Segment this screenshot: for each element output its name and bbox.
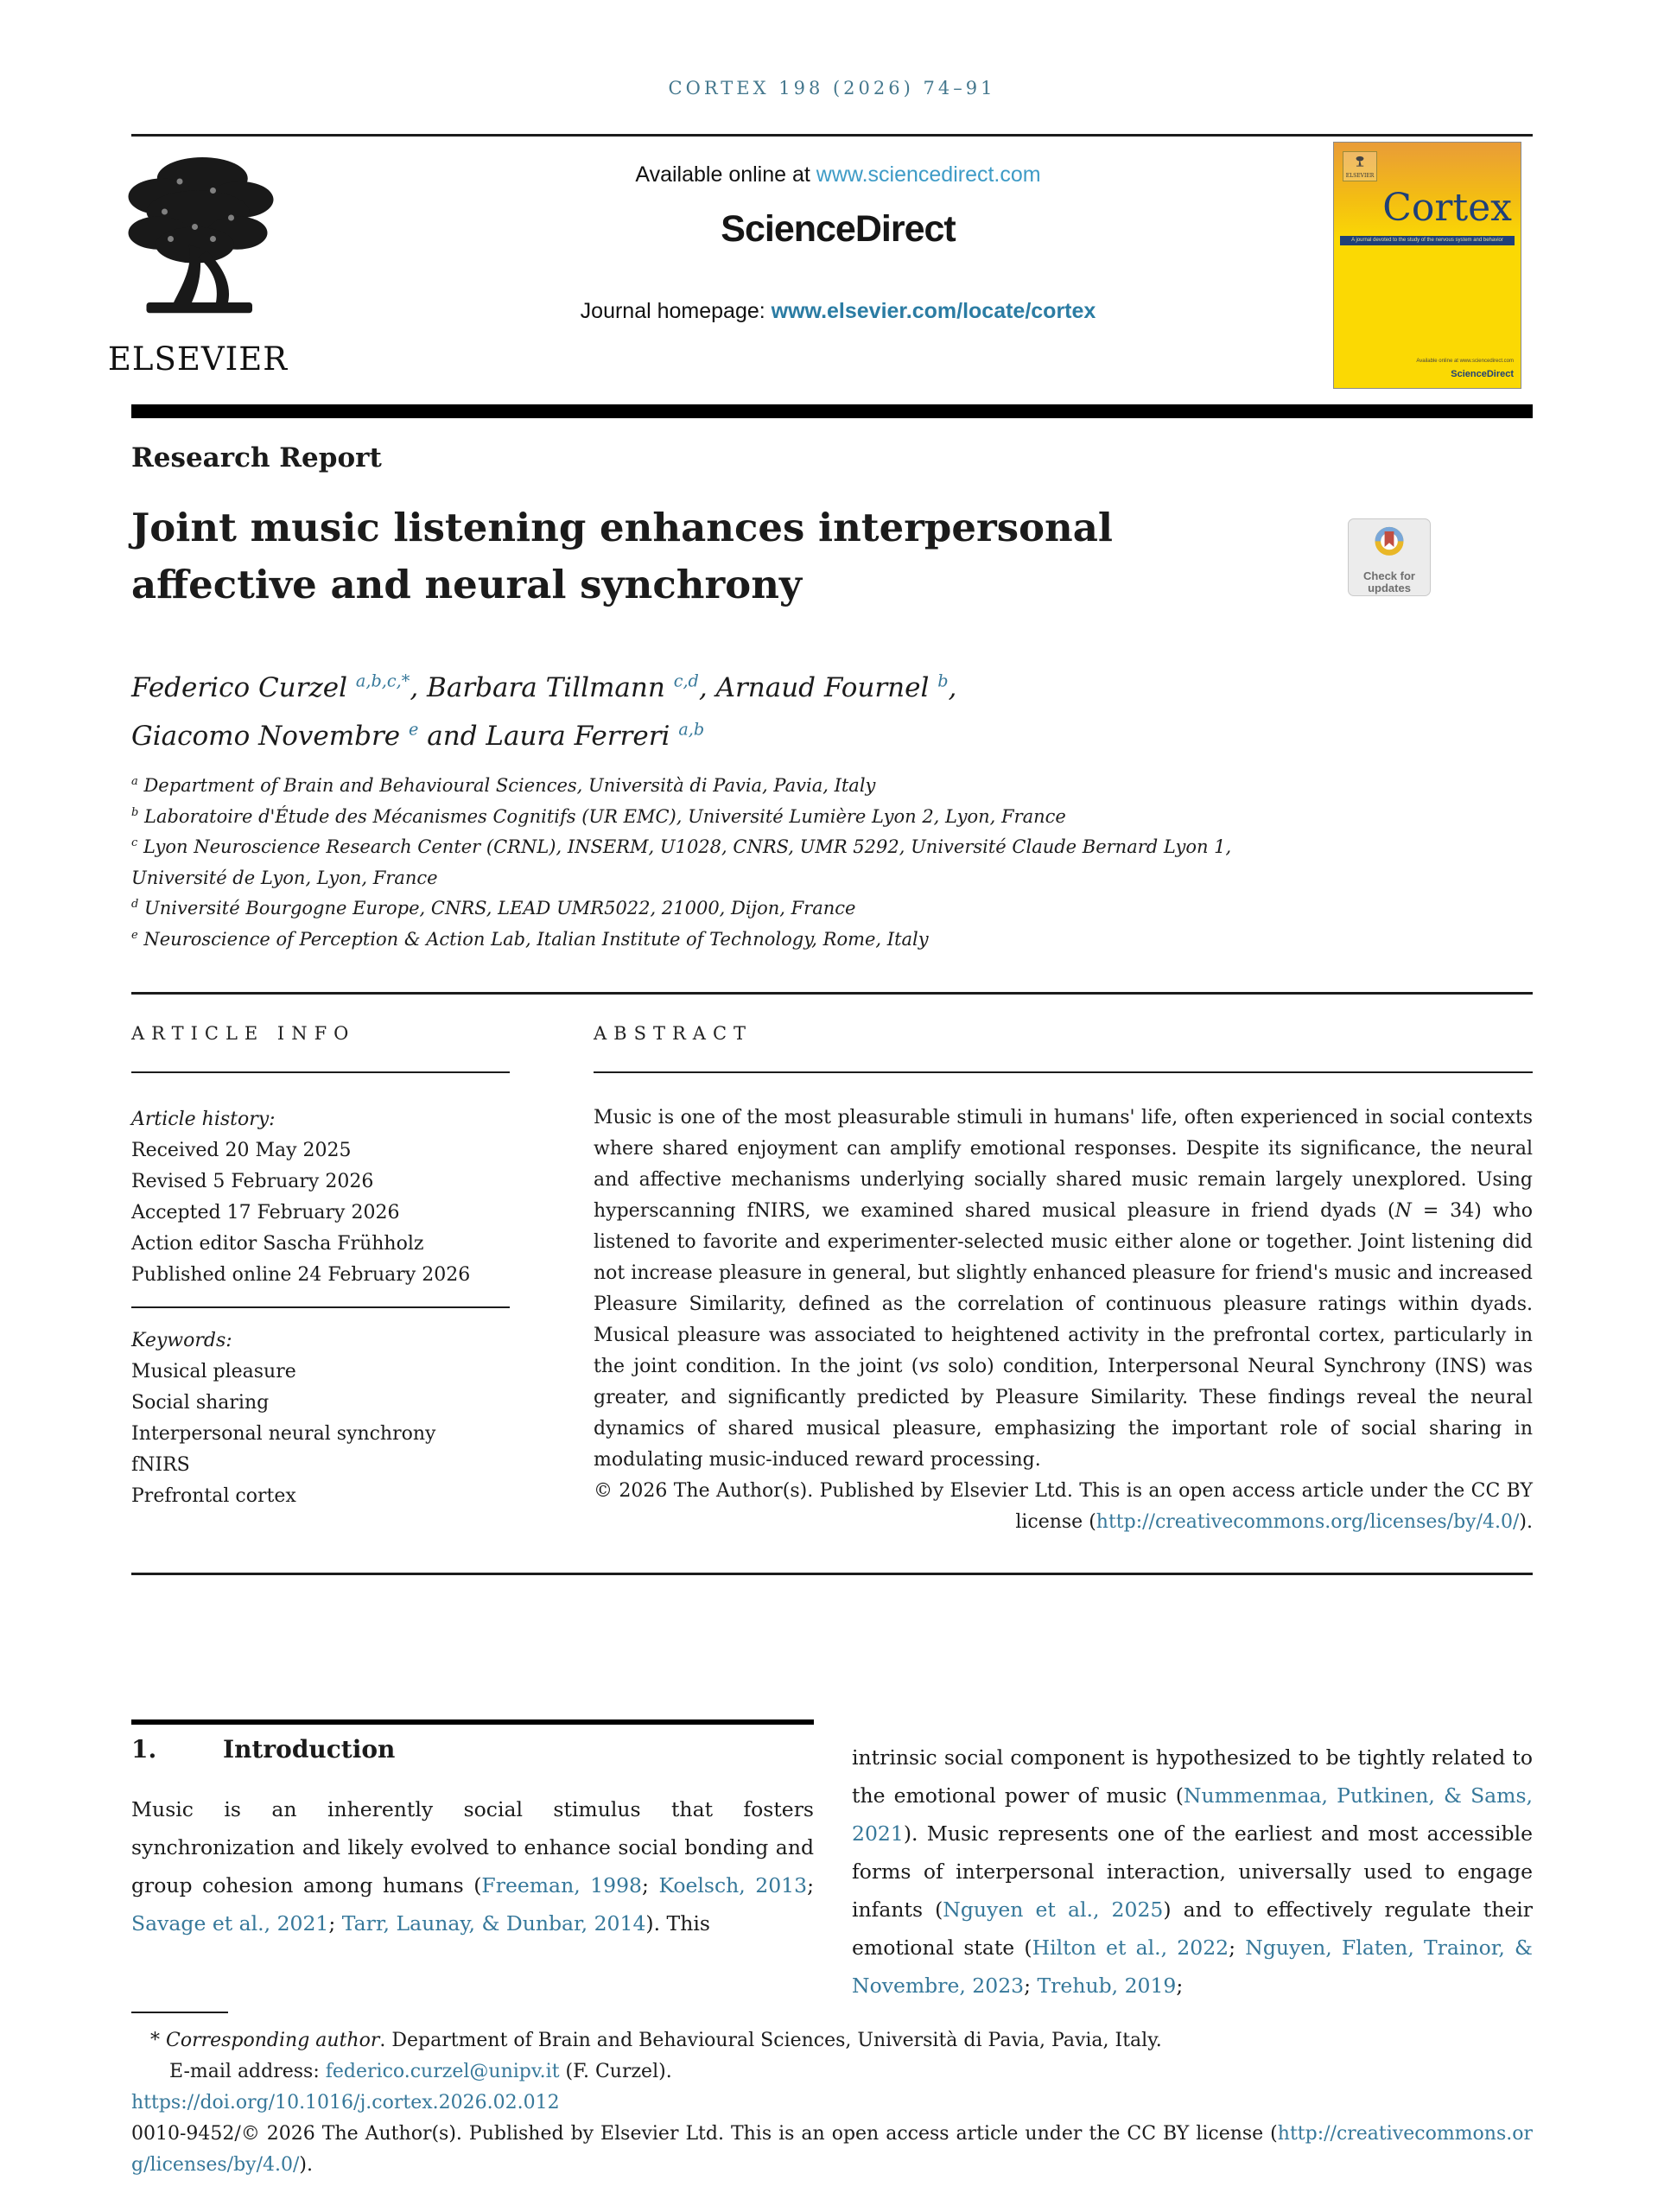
text-segment: ). This <box>645 1911 710 1936</box>
text-segment: d <box>131 898 139 911</box>
text-segment: Music is an inherently social stimulus that fosters synchronization and likely evolved to enhance social bonding and group cohesion among humans ( <box>131 1797 814 1897</box>
inline-link[interactable]: Tarr, Launay, & Dunbar, 2014 <box>341 1911 646 1936</box>
inline-link[interactable]: federico.curzel@unipv.it <box>325 2061 560 2082</box>
badge-label-line2: updates <box>1368 582 1411 594</box>
abstract-block <box>594 1103 1533 1538</box>
text-segment: ; <box>1024 1974 1038 1998</box>
affiliation-line <box>131 802 1231 833</box>
text-segment: ; <box>642 1873 659 1897</box>
text-segment: © 2026 The Author(s). Published by Elsevier Ltd. This is an open access article under the CC BY license ( <box>594 1480 1533 1533</box>
author-line-2 <box>131 712 956 760</box>
text-segment: , <box>948 672 957 703</box>
text-segment: solo) condition, Interpersonal Neural Synchrony (INS) was greater, and significantly predicted by Pleasure Similarity. These findings reveal the neural dynamics of shared musical pleasure, emphasizing the important role of social sharing in modulating music-induced reward processing. <box>594 1356 1533 1471</box>
article-info-heading: ARTICLE INFO <box>131 1023 356 1044</box>
text-segment: intrinsic social component is hypothesized to be tightly related to the emotional power of music ( <box>852 1745 1533 1808</box>
cover-elsevier-mark <box>1343 151 1377 181</box>
introduction-heading-rule <box>131 1719 814 1725</box>
author-line-1 <box>131 664 956 712</box>
text-segment: ). <box>299 2154 313 2176</box>
article-title-line1: Joint music listening enhances interpersonal <box>131 505 1114 550</box>
text-segment: (F. Curzel). <box>559 2061 672 2082</box>
history-item: Accepted 17 February 2026 <box>131 1202 400 1224</box>
info-abstract-top-rule <box>131 992 1533 995</box>
footnote-block <box>131 2025 1533 2181</box>
affiliation-line <box>131 925 1231 956</box>
text-segment: . Department of Brain and Behavioural Sciences, Università di Pavia, Pavia, Italy. <box>379 2030 1162 2051</box>
affiliation-line <box>131 771 1231 802</box>
article-history-block <box>131 1104 529 1291</box>
badge-label-line1: Check for <box>1363 569 1415 582</box>
email-address-line <box>131 2056 1533 2088</box>
elsevier-logo <box>85 145 311 378</box>
history-item: Received 20 May 2025 <box>131 1140 352 1161</box>
available-online-line <box>449 162 1227 188</box>
text-segment: 0010-9452/© 2026 The Author(s). Published by Elsevier Ltd. This is an open access article under the CC BY license ( <box>131 2123 1278 2145</box>
abstract-text <box>594 1103 1533 1476</box>
text-segment: ; <box>807 1873 814 1897</box>
text-segment: ) and to effectively regulate their emotional state ( <box>852 1897 1534 1960</box>
article-title <box>131 499 1113 613</box>
header-top-rule <box>131 134 1533 137</box>
corresponding-author-note <box>131 2025 1533 2056</box>
inline-link[interactable]: Hilton et al., 2022 <box>1032 1936 1229 1960</box>
inline-link[interactable]: http://creativecommons.org/licenses/by/4.0/ <box>131 2123 1533 2176</box>
inline-link[interactable]: Freeman, 1998 <box>481 1873 642 1897</box>
text-segment: ; <box>1229 1936 1246 1960</box>
check-for-updates-badge[interactable] <box>1348 518 1431 596</box>
sciencedirect-link[interactable]: www.sciencedirect.com <box>816 162 1041 187</box>
inline-link[interactable]: e <box>409 719 419 740</box>
journal-cover-thumbnail[interactable] <box>1333 142 1521 389</box>
text-segment: Giacomo Novembre <box>131 721 410 752</box>
info-abstract-bottom-rule <box>131 1573 1533 1575</box>
sciencedirect-logo[interactable]: ScienceDirect <box>721 208 956 250</box>
inline-link[interactable]: Nummenmaa, Putkinen, & Sams, 2021 <box>852 1783 1533 1846</box>
doi-line <box>131 2088 1533 2119</box>
text-segment: Corresponding author <box>166 2030 380 2051</box>
keyword-item: Musical pleasure <box>131 1361 296 1382</box>
keywords-label: Keywords: <box>131 1330 232 1351</box>
text-segment: Federico Curzel <box>131 672 356 703</box>
journal-homepage-link[interactable]: www.elsevier.com/locate/cortex <box>771 299 1096 323</box>
history-item: Published online 24 February 2026 <box>131 1264 471 1286</box>
text-segment: e <box>131 928 138 942</box>
cover-elsevier-tree-icon <box>1354 154 1366 169</box>
cover-tagline: A journal devoted to the study of the nervous system and behavior <box>1340 236 1515 245</box>
cover-available-online: Available online at www.sciencedirect.com <box>1416 359 1514 364</box>
text-segment: N <box>1394 1200 1412 1222</box>
journal-homepage-prefix: Journal homepage: <box>580 299 772 323</box>
history-item: Action editor Sascha Frühholz <box>131 1233 424 1255</box>
section-number: 1. <box>131 1735 157 1764</box>
issn-copyright-line <box>131 2119 1533 2181</box>
inline-link[interactable]: a,b <box>678 719 705 740</box>
article-title-line2: affective and neural synchrony <box>131 562 803 607</box>
text-segment: ). <box>1519 1511 1533 1533</box>
text-segment: Music is one of the most pleasurable stimuli in humans' life, often experienced in social contexts where shared enjoyment can amplify emotional responses. Despite its significance, the neural and affective mechanisms underlying socially shared music remain largely unexplored. Using hyperscanning fNIRS, we examined shared musical pleasure in friend dyads ( <box>594 1107 1533 1222</box>
elsevier-tree-icon <box>107 145 289 339</box>
cover-sciencedirect-text: ScienceDirect <box>1451 369 1514 379</box>
available-online-prefix: Available online at <box>635 162 816 187</box>
journal-reference: CORTEX 198 (2026) 74–91 <box>668 78 996 99</box>
affiliation-line <box>131 832 1231 863</box>
text-segment: = 34) who listened to favorite and experimenter-selected music either alone or together. Joint listening did not increase pleasure in general, but slightly enhanced pleasure for friend's music and increased Pleasure Similarity, defined as the correlation of continuous pleasure ratings within dyads. Musical pleasure was associated to heightened activity in the prefrontal cortex, particularly in the joint condition. In the joint ( <box>594 1200 1533 1377</box>
abstract-heading-rule <box>594 1071 1533 1073</box>
footnote-rule <box>131 2012 228 2013</box>
inline-link[interactable]: Nguyen, Flaten, Trainor, & Novembre, 2023 <box>852 1936 1533 1998</box>
section-title: Introduction <box>223 1735 396 1764</box>
elsevier-logo-text: ELSEVIER <box>107 340 289 378</box>
text-segment: , Arnaud Fournel <box>698 672 938 703</box>
inline-link[interactable]: https://doi.org/10.1016/j.cortex.2026.02.012 <box>131 2092 560 2113</box>
text-segment: Université Bourgogne Europe, CNRS, LEAD UMR5022, 21000, Dijon, France <box>138 898 856 918</box>
keyword-item: fNIRS <box>131 1454 190 1476</box>
text-segment: Université de Lyon, Lyon, France <box>131 867 438 888</box>
inline-link[interactable]: Savage et al., 2021 <box>131 1911 329 1936</box>
text-segment: Department of Brain and Behavioural Sciences, Università di Pavia, Pavia, Italy <box>137 775 876 796</box>
text-segment: Laboratoire d'Étude des Mécanismes Cognitifs (UR EMC), Université Lumière Lyon 2, Lyon, France <box>138 805 1066 827</box>
text-segment: and Laura Ferreri <box>418 721 679 752</box>
cover-journal-title: Cortex <box>1382 186 1512 230</box>
journal-homepage-line <box>449 299 1227 324</box>
introduction-paragraph-left <box>131 1790 814 1942</box>
introduction-heading <box>131 1735 395 1764</box>
inline-link[interactable]: http://creativecommons.org/licenses/by/4.0/ <box>1096 1511 1520 1533</box>
check-for-updates-label <box>1349 570 1430 594</box>
text-segment: ; <box>1176 1974 1184 1998</box>
text-segment: E-mail address: <box>169 2061 326 2082</box>
keywords-block <box>131 1325 529 1512</box>
inline-link[interactable]: Trehub, 2019 <box>1037 1974 1177 1998</box>
keyword-item: Social sharing <box>131 1392 270 1414</box>
affiliation-list <box>131 771 1231 955</box>
check-for-updates-icon <box>1369 524 1410 565</box>
abstract-heading: ABSTRACT <box>594 1023 753 1044</box>
text-segment: ; <box>328 1911 342 1936</box>
text-segment: , Barbara Tillmann <box>410 672 674 703</box>
section-divider-bar <box>131 404 1533 418</box>
text-segment: c <box>131 836 138 849</box>
text-segment: * <box>150 2030 166 2051</box>
keyword-item: Interpersonal neural synchrony <box>131 1423 436 1445</box>
text-segment: a <box>131 775 138 788</box>
author-list <box>131 664 956 760</box>
introduction-paragraph-right <box>852 1738 1533 2005</box>
inline-link[interactable]: Koelsch, 2013 <box>658 1873 808 1897</box>
article-history-label: Article history: <box>131 1109 276 1130</box>
affiliation-line <box>131 893 1231 925</box>
text-segment: Lyon Neuroscience Research Center (CRNL), INSERM, U1028, CNRS, UMR 5292, Université Claude Bernard Lyon 1, <box>137 836 1232 857</box>
article-type-label: Research Report <box>131 442 382 474</box>
text-segment: b <box>131 805 139 819</box>
text-segment: Neuroscience of Perception & Action Lab, Italian Institute of Technology, Rome, Italy <box>137 928 929 950</box>
affiliation-line <box>131 863 1231 894</box>
article-info-heading-rule <box>131 1071 510 1073</box>
inline-link[interactable]: a,b,c,* <box>355 671 410 691</box>
abstract-copyright <box>594 1476 1533 1538</box>
history-item: Revised 5 February 2026 <box>131 1171 374 1192</box>
text-segment: ). Music represents one of the earliest and most accessible forms of interpersonal interaction, universally used to engage infants ( <box>852 1821 1533 1922</box>
inline-link[interactable]: Nguyen et al., 2025 <box>943 1897 1164 1922</box>
keywords-rule <box>131 1306 510 1308</box>
header-center-block <box>449 162 1227 324</box>
inline-link[interactable]: c,d <box>673 671 699 691</box>
cover-elsevier-text: ELSEVIER <box>1345 173 1375 179</box>
inline-link[interactable]: b <box>937 671 949 691</box>
keyword-item: Prefrontal cortex <box>131 1485 296 1507</box>
text-segment: vs <box>918 1356 940 1377</box>
